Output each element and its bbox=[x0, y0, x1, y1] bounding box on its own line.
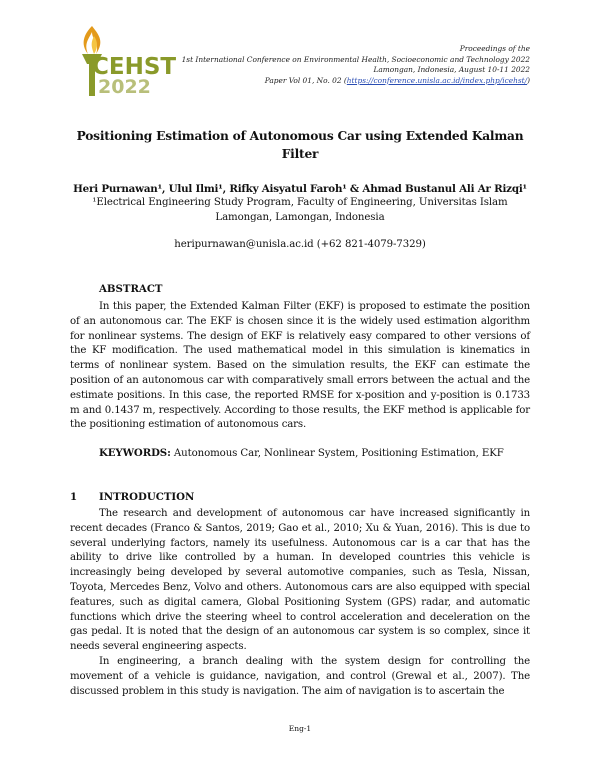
author-list: Heri Purnawan¹, Ulul Ilmi¹, Rifky Aisyatul Faroh¹ & Ahmad Bustanul Ali Ar Rizqi¹ bbox=[73, 183, 527, 195]
abstract-paragraph: In this paper, the Extended Kalman Filter (EKF) is proposed to estimate the position of an autonomous car. The EKF is chosen since it is the widely used estimation algorithm for nonlinear systems. The design of EKF is relatively easy compared to other versions of the KF modification. The used mathematical model in this simulation is kinematics in terms of nonlinear system. Based on the simulation results, the EKF can estimate the position of an autonomous car with comparatively small errors between the actual and the estimate positions. In this case, the reported RMSE for x-position and y-position is 0.1733 m and 0.1437 m, respectively. According to those results, the EKF method is applicable for the positioning estimation of autonomous cars. bbox=[70, 301, 530, 431]
header-line-2: 1st International Conference on Environmental Health, Socioeconomic and Technology 2022 bbox=[181, 54, 530, 64]
abstract-body bbox=[70, 300, 530, 433]
contact-info: heripurnawan@unisla.ac.id (+62 821-4079-7329) bbox=[174, 239, 426, 250]
keywords-text: Autonomous Car, Nonlinear System, Positioning Estimation, EKF bbox=[173, 448, 504, 459]
logo-year: 2022 bbox=[98, 76, 151, 98]
header-line-1: Proceedings of the bbox=[459, 44, 530, 53]
header-line-4 bbox=[170, 76, 530, 87]
conference-url-link[interactable]: https://conference.unisla.ac.id/index.php/icehst/ bbox=[346, 75, 528, 85]
section-number: 1 bbox=[70, 491, 78, 503]
header-paper-volume: Paper Vol 01, No. 02 ( bbox=[264, 75, 347, 85]
header-paren-close: ) bbox=[527, 75, 530, 85]
keywords-label: KEYWORDS: bbox=[99, 447, 171, 459]
section-heading-introduction bbox=[70, 490, 194, 504]
affiliation: ¹Electrical Engineering Study Program, Faculty of Engineering, Universitas Islam Lamongan, Lamongan, Indonesia bbox=[92, 197, 508, 223]
page-number: Eng-1 bbox=[288, 724, 312, 733]
proceedings-header bbox=[170, 44, 530, 86]
abstract-heading: ABSTRACT bbox=[99, 283, 163, 295]
header-line-3: Lamongan, Indonesia, August 10-11 2022 bbox=[373, 65, 530, 75]
conference-logo bbox=[70, 22, 180, 102]
intro-paragraph-2: In engineering, a branch dealing with the system design for controlling the movement of a vehicle is guidance, navigation, and control (Grewal et al., 2007). The discussed problem in this study is navigation. The aim of navigation is to ascertain the bbox=[70, 655, 530, 697]
paper-title: Positioning Estimation of Autonomous Car using Extended Kalman Filter bbox=[76, 129, 524, 161]
intro-paragraph-1: The research and development of autonomous car have increased significantly in recent decades (Franco & Santos, 2019; Gao et al., 2010; Xu & Yuan, 2016). This is due to several underlying factors, namely its usefulness. Autonomous car is a car that has the ability to drive like controlled by a human. In developed countries this vehicle is increasingly being developed by several automotive companies, such as Tesla, Nissan, Toyota, Mercedes Benz, Volvo and others. Autonomous cars are also equipped with special features, such as digital camera, Global Positioning System (GPS) radar, and automatic functions which drive the steering wheel to control acceleration and deceleration on the gas pedal. It is noted that the design of an autonomous car system is so complex, since it needs several engineering aspects. bbox=[70, 508, 530, 653]
section-title: INTRODUCTION bbox=[99, 491, 195, 503]
logo-wordmark: CEHST bbox=[92, 54, 177, 80]
introduction-body bbox=[70, 507, 530, 699]
keywords bbox=[99, 446, 504, 461]
